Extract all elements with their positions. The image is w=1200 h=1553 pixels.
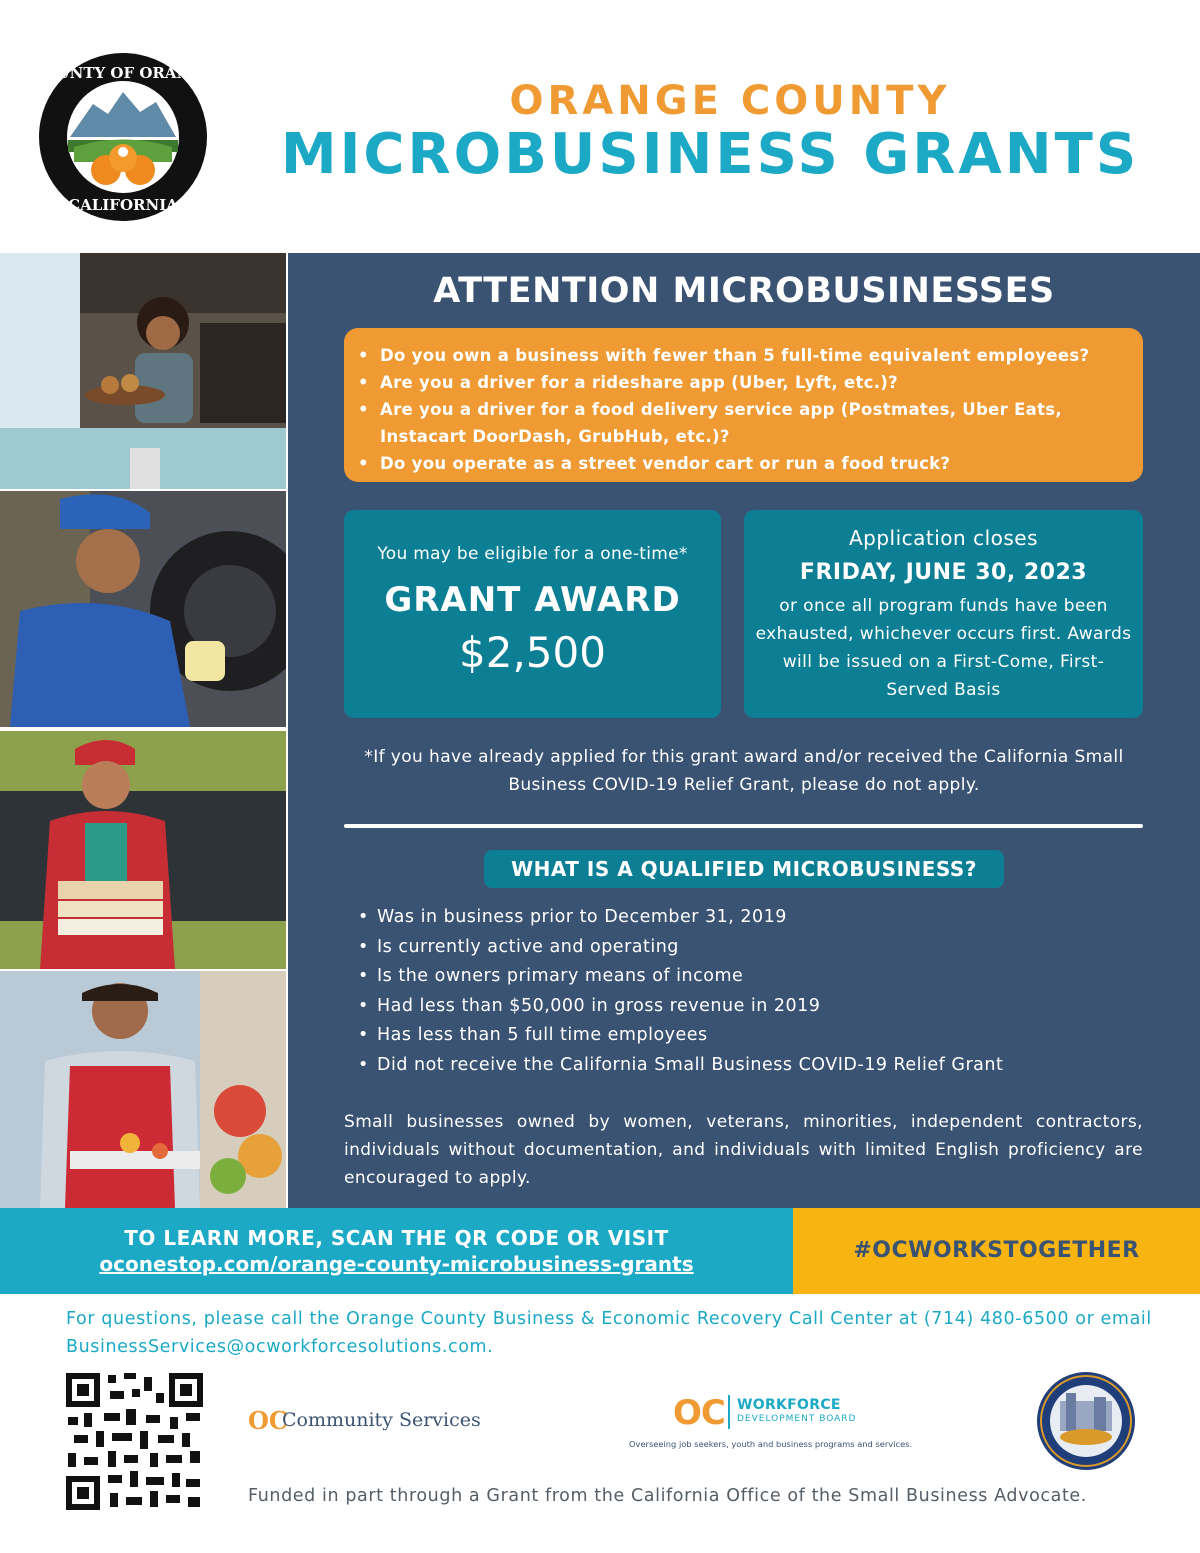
food-delivery-photo <box>0 731 286 969</box>
funding-credit-text: Funded in part through a Grant from the California Office of the Small Business Advocate. <box>248 1486 1087 1506</box>
application-deadline-box <box>744 510 1143 718</box>
ocs-logo-text: Community Services <box>282 1409 481 1431</box>
oc-community-services-logo <box>248 1404 508 1440</box>
list-item: • Are you a driver for a rideshare app (Uber, Lyft, etc.)? <box>380 369 1125 396</box>
grant-amount: $2,500 <box>459 628 606 677</box>
wf-logo-mark: OC <box>673 1393 725 1433</box>
learn-more-band <box>0 1208 793 1294</box>
list-item: • Do you own a business with fewer than 5 full-time equivalent employees? <box>380 342 1125 369</box>
main-panel <box>288 253 1200 1208</box>
hashtag-text: #OCWORKSTOGETHER <box>853 1238 1140 1263</box>
food-truck-worker-photo <box>0 253 286 489</box>
qualified-heading: WHAT IS A QUALIFIED MICROBUSINESS? <box>511 857 977 881</box>
grant-eligible-text: You may be eligible for a one-time* <box>377 544 688 564</box>
list-item: • Had less than $50,000 in gross revenue in 2019 <box>358 992 1148 1022</box>
grant-award-box <box>344 510 721 718</box>
list-item: • Did not receive the California Small Business COVID-19 Relief Grant <box>358 1051 1148 1081</box>
list-item: • Is currently active and operating <box>358 933 1148 963</box>
eligibility-questions-list <box>344 328 1143 477</box>
county-seal-logo <box>38 52 208 222</box>
list-item: • Do you operate as a street vendor cart or run a food truck? <box>380 450 1125 477</box>
attention-heading: ATTENTION MICROBUSINESSES <box>433 271 1055 311</box>
rideshare-driver-photo <box>0 491 286 727</box>
qualification-list <box>358 903 1148 1081</box>
list-item: • Has less than 5 full time employees <box>358 1021 1148 1051</box>
encouragement-paragraph: Small businesses owned by women, veterans, minorities, independent contractors, individuals without documentation, and individuals with limited English proficiency are encouraged to apply. <box>344 1112 1143 1188</box>
contact-info-text: For questions, please call the Orange County Business & Economic Recovery Call Center at (714) 480-6500 or email BusinessServices@ocworkforcesolutions.com. <box>66 1309 1152 1357</box>
deadline-label: Application closes <box>848 526 1039 550</box>
title-orange-county: ORANGE COUNTY <box>509 78 951 124</box>
street-vendor-photo <box>0 971 286 1208</box>
disclaimer-text: *If you have already applied for this grant award and/or received the California Small Business COVID-19 Relief Grant, please do not apply. <box>364 747 1124 795</box>
deadline-date: FRIDAY, JUNE 30, 2023 <box>799 560 1088 585</box>
list-item: • Is the owners primary means of income <box>358 962 1148 992</box>
hashtag-band <box>793 1208 1200 1294</box>
list-item: • Are you a driver for a food delivery service app (Postmates, Uber Eats, Instacart DoorDash, GrubHub, etc.)? <box>380 396 1125 450</box>
eligibility-questions-box <box>344 328 1143 482</box>
small-business-advocate-seal-logo <box>1036 1371 1136 1471</box>
qualified-heading-box <box>484 850 1004 888</box>
grant-award-label: GRANT AWARD <box>384 580 681 620</box>
svg-text:COUNTY OF ORANGE: COUNTY OF ORANGE <box>38 64 208 82</box>
divider <box>344 824 1143 828</box>
ocs-logo-mark: OC <box>248 1406 289 1435</box>
photo-column <box>0 253 288 1208</box>
wf-logo-name: WORKFORCE <box>737 1397 841 1413</box>
workforce-development-board-logo <box>625 1393 925 1453</box>
wf-logo-subtitle: DEVELOPMENT BOARD <box>737 1414 857 1424</box>
list-item: • Was in business prior to December 31, 2019 <box>358 903 1148 933</box>
qr-code-icon[interactable] <box>66 1373 203 1510</box>
wf-logo-tagline: Overseeing job seekers, youth and business programs and services. <box>629 1439 913 1449</box>
wf-logo-divider <box>728 1395 730 1429</box>
program-url-link[interactable]: oconestop.com/orange-county-microbusiness-grants <box>99 1252 694 1276</box>
svg-text:CALIFORNIA: CALIFORNIA <box>68 196 178 214</box>
title-microbusiness-grants: MICROBUSINESS GRANTS <box>280 122 1140 187</box>
deadline-detail: or once all program funds have been exhausted, whichever occurs first. Awards will be issued on a First-Come, First-Served Basis <box>755 596 1132 700</box>
learn-more-text: TO LEARN MORE, SCAN THE QR CODE OR VISIT <box>124 1226 669 1250</box>
